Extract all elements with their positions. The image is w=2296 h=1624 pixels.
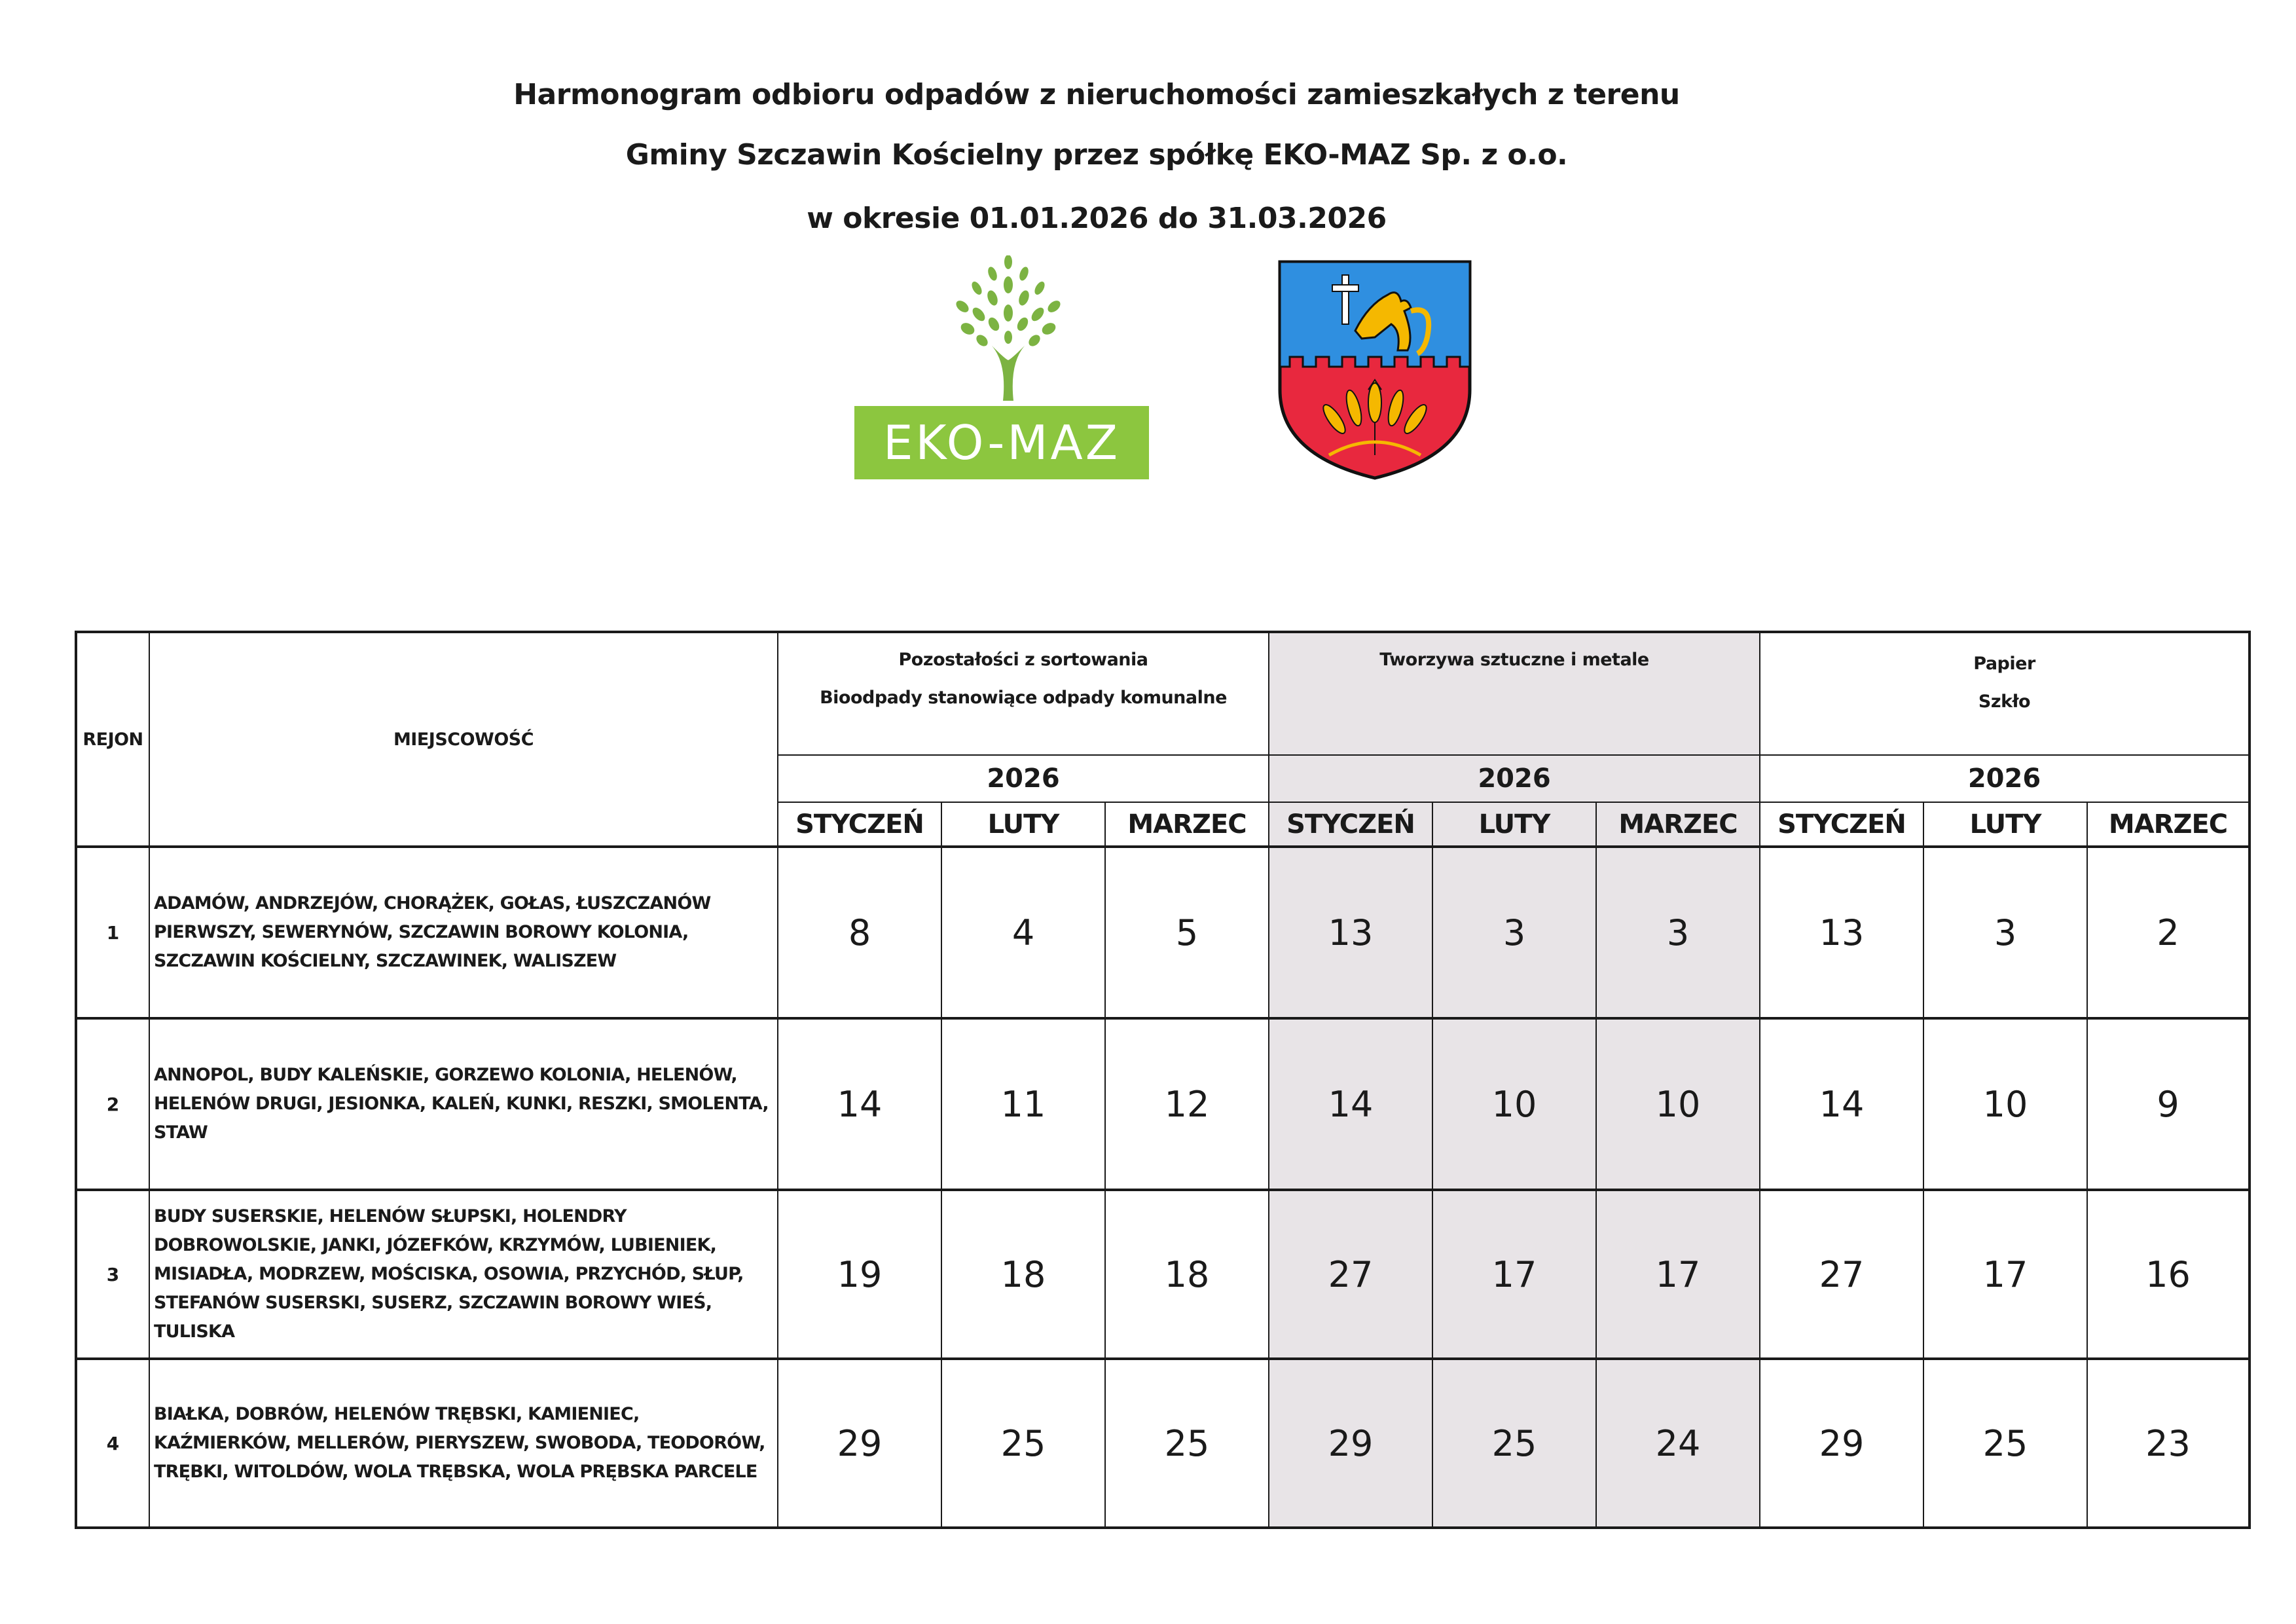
pickup-day: 18: [941, 1190, 1105, 1359]
month-header: LUTY: [941, 802, 1105, 847]
pickup-day: 16: [2087, 1190, 2250, 1359]
eko-maz-brand-text: EKO-MAZ: [854, 406, 1149, 479]
pickup-day: 13: [1269, 847, 1432, 1018]
pickup-day: 14: [778, 1018, 941, 1190]
category-header-row: [76, 632, 2250, 755]
month-header: LUTY: [1923, 802, 2087, 847]
month-header: STYCZEŃ: [1760, 802, 1923, 847]
region-places: ADAMÓW, ANDRZEJÓW, CHORĄŻEK, GOŁAS, ŁUSZCZANÓW PIERWSZY, SEWERYNÓW, SZCZAWIN BOROWY KOLONIA, SZCZAWIN KOŚCIELNY, SZCZAWINEK, WALISZEW: [149, 847, 778, 1018]
category-line: Pozostałości z sortowania: [898, 650, 1148, 670]
pickup-day: 13: [1760, 847, 1923, 1018]
pickup-day: 29: [778, 1359, 941, 1528]
region-places: BUDY SUSERSKIE, HELENÓW SŁUPSKI, HOLENDRY DOBROWOLSKIE, JANKI, JÓZEFKÓW, KRZYMÓW, LUBIENIEK, MISIADŁA, MODRZEW, MOŚCISKA, OSOWIA, PRZYCHÓD, SŁUP, STEFANÓW SUSERSKI, SUSERZ, SZCZAWIN BOROWY WIEŚ, TULISKA: [149, 1190, 778, 1359]
month-header: STYCZEŃ: [1269, 802, 1432, 847]
month-header: MARZEC: [1596, 802, 1760, 847]
pickup-day: 8: [778, 847, 941, 1018]
category-header-residual-bio: [778, 632, 1269, 755]
pickup-day: 5: [1105, 847, 1269, 1018]
rejon-column-header: REJON: [76, 632, 149, 847]
title-line-1: Harmonogram odbioru odpadów z nieruchomości zamieszkałych z terenu: [513, 78, 1680, 111]
table-row: [76, 1190, 2250, 1359]
pickup-day: 10: [1923, 1018, 2087, 1190]
pickup-day: 10: [1432, 1018, 1596, 1190]
category-line: Bioodpady stanowiące odpady komunalne: [820, 688, 1227, 708]
pickup-day: 27: [1760, 1190, 1923, 1359]
region-places: ANNOPOL, BUDY KALEŃSKIE, GORZEWO KOLONIA, HELENÓW, HELENÓW DRUGI, JESIONKA, KALEŃ, KUNKI, RESZKI, SMOLENTA, STAW: [149, 1018, 778, 1190]
pickup-day: 10: [1596, 1018, 1760, 1190]
region-number: 3: [76, 1190, 149, 1359]
table-row: [76, 1359, 2250, 1528]
pickup-day: 19: [778, 1190, 941, 1359]
pickup-day: 9: [2087, 1018, 2250, 1190]
pickup-day: 14: [1760, 1018, 1923, 1190]
pickup-day: 29: [1760, 1359, 1923, 1528]
pickup-day: 4: [941, 847, 1105, 1018]
region-places: BIAŁKA, DOBRÓW, HELENÓW TRĘBSKI, KAMIENIEC, KAŹMIERKÓW, MELLERÓW, PIERYSZEW, SWOBODA, TEODORÓW, TRĘBKI, WITOLDÓW, WOLA TRĘBSKA, WOLA PRĘBSKA PARCELE: [149, 1359, 778, 1528]
eko-maz-logo: [854, 255, 1149, 481]
pickup-day: 3: [1596, 847, 1760, 1018]
pickup-day: 25: [941, 1359, 1105, 1528]
title-line-2: Gminy Szczawin Kościelny przez spółkę EKO-MAZ Sp. z o.o.: [625, 138, 1568, 172]
pickup-day: 25: [1105, 1359, 1269, 1528]
pickup-day: 12: [1105, 1018, 1269, 1190]
year-label: 2026: [778, 755, 1269, 802]
pickup-day: 14: [1269, 1018, 1432, 1190]
pickup-day: 23: [2087, 1359, 2250, 1528]
municipal-coat-of-arms-icon: [1277, 259, 1473, 481]
category-line: Papier: [1973, 654, 2035, 674]
region-number: 1: [76, 847, 149, 1018]
pickup-day: 24: [1596, 1359, 1760, 1528]
category-line: Szkło: [1978, 692, 2031, 712]
pickup-day: 17: [1432, 1190, 1596, 1359]
month-header: STYCZEŃ: [778, 802, 941, 847]
month-header: MARZEC: [2087, 802, 2250, 847]
pickup-day: 17: [1923, 1190, 2087, 1359]
year-label: 2026: [1760, 755, 2250, 802]
year-label: 2026: [1269, 755, 1760, 802]
pickup-day: 25: [1923, 1359, 2087, 1528]
collection-schedule-table: [75, 631, 2251, 1529]
pickup-day: 17: [1596, 1190, 1760, 1359]
category-line: Tworzywa sztuczne i metale: [1379, 650, 1649, 670]
category-header-paper-glass: [1760, 632, 2250, 755]
title-line-3: w okresie 01.01.2026 do 31.03.2026: [807, 202, 1387, 235]
region-number: 4: [76, 1359, 149, 1528]
category-header-plastics-metals: [1269, 632, 1760, 755]
pickup-day: 27: [1269, 1190, 1432, 1359]
pickup-day: 3: [1923, 847, 2087, 1018]
miejscowosc-column-header: MIEJSCOWOŚĆ: [149, 632, 778, 847]
pickup-day: 18: [1105, 1190, 1269, 1359]
tree-icon: [930, 255, 1087, 403]
month-header: LUTY: [1432, 802, 1596, 847]
table-row: [76, 1018, 2250, 1190]
pickup-day: 29: [1269, 1359, 1432, 1528]
pickup-day: 25: [1432, 1359, 1596, 1528]
month-header: MARZEC: [1105, 802, 1269, 847]
pickup-day: 11: [941, 1018, 1105, 1190]
table-row: [76, 847, 2250, 1018]
pickup-day: 3: [1432, 847, 1596, 1018]
region-number: 2: [76, 1018, 149, 1190]
pickup-day: 2: [2087, 847, 2250, 1018]
